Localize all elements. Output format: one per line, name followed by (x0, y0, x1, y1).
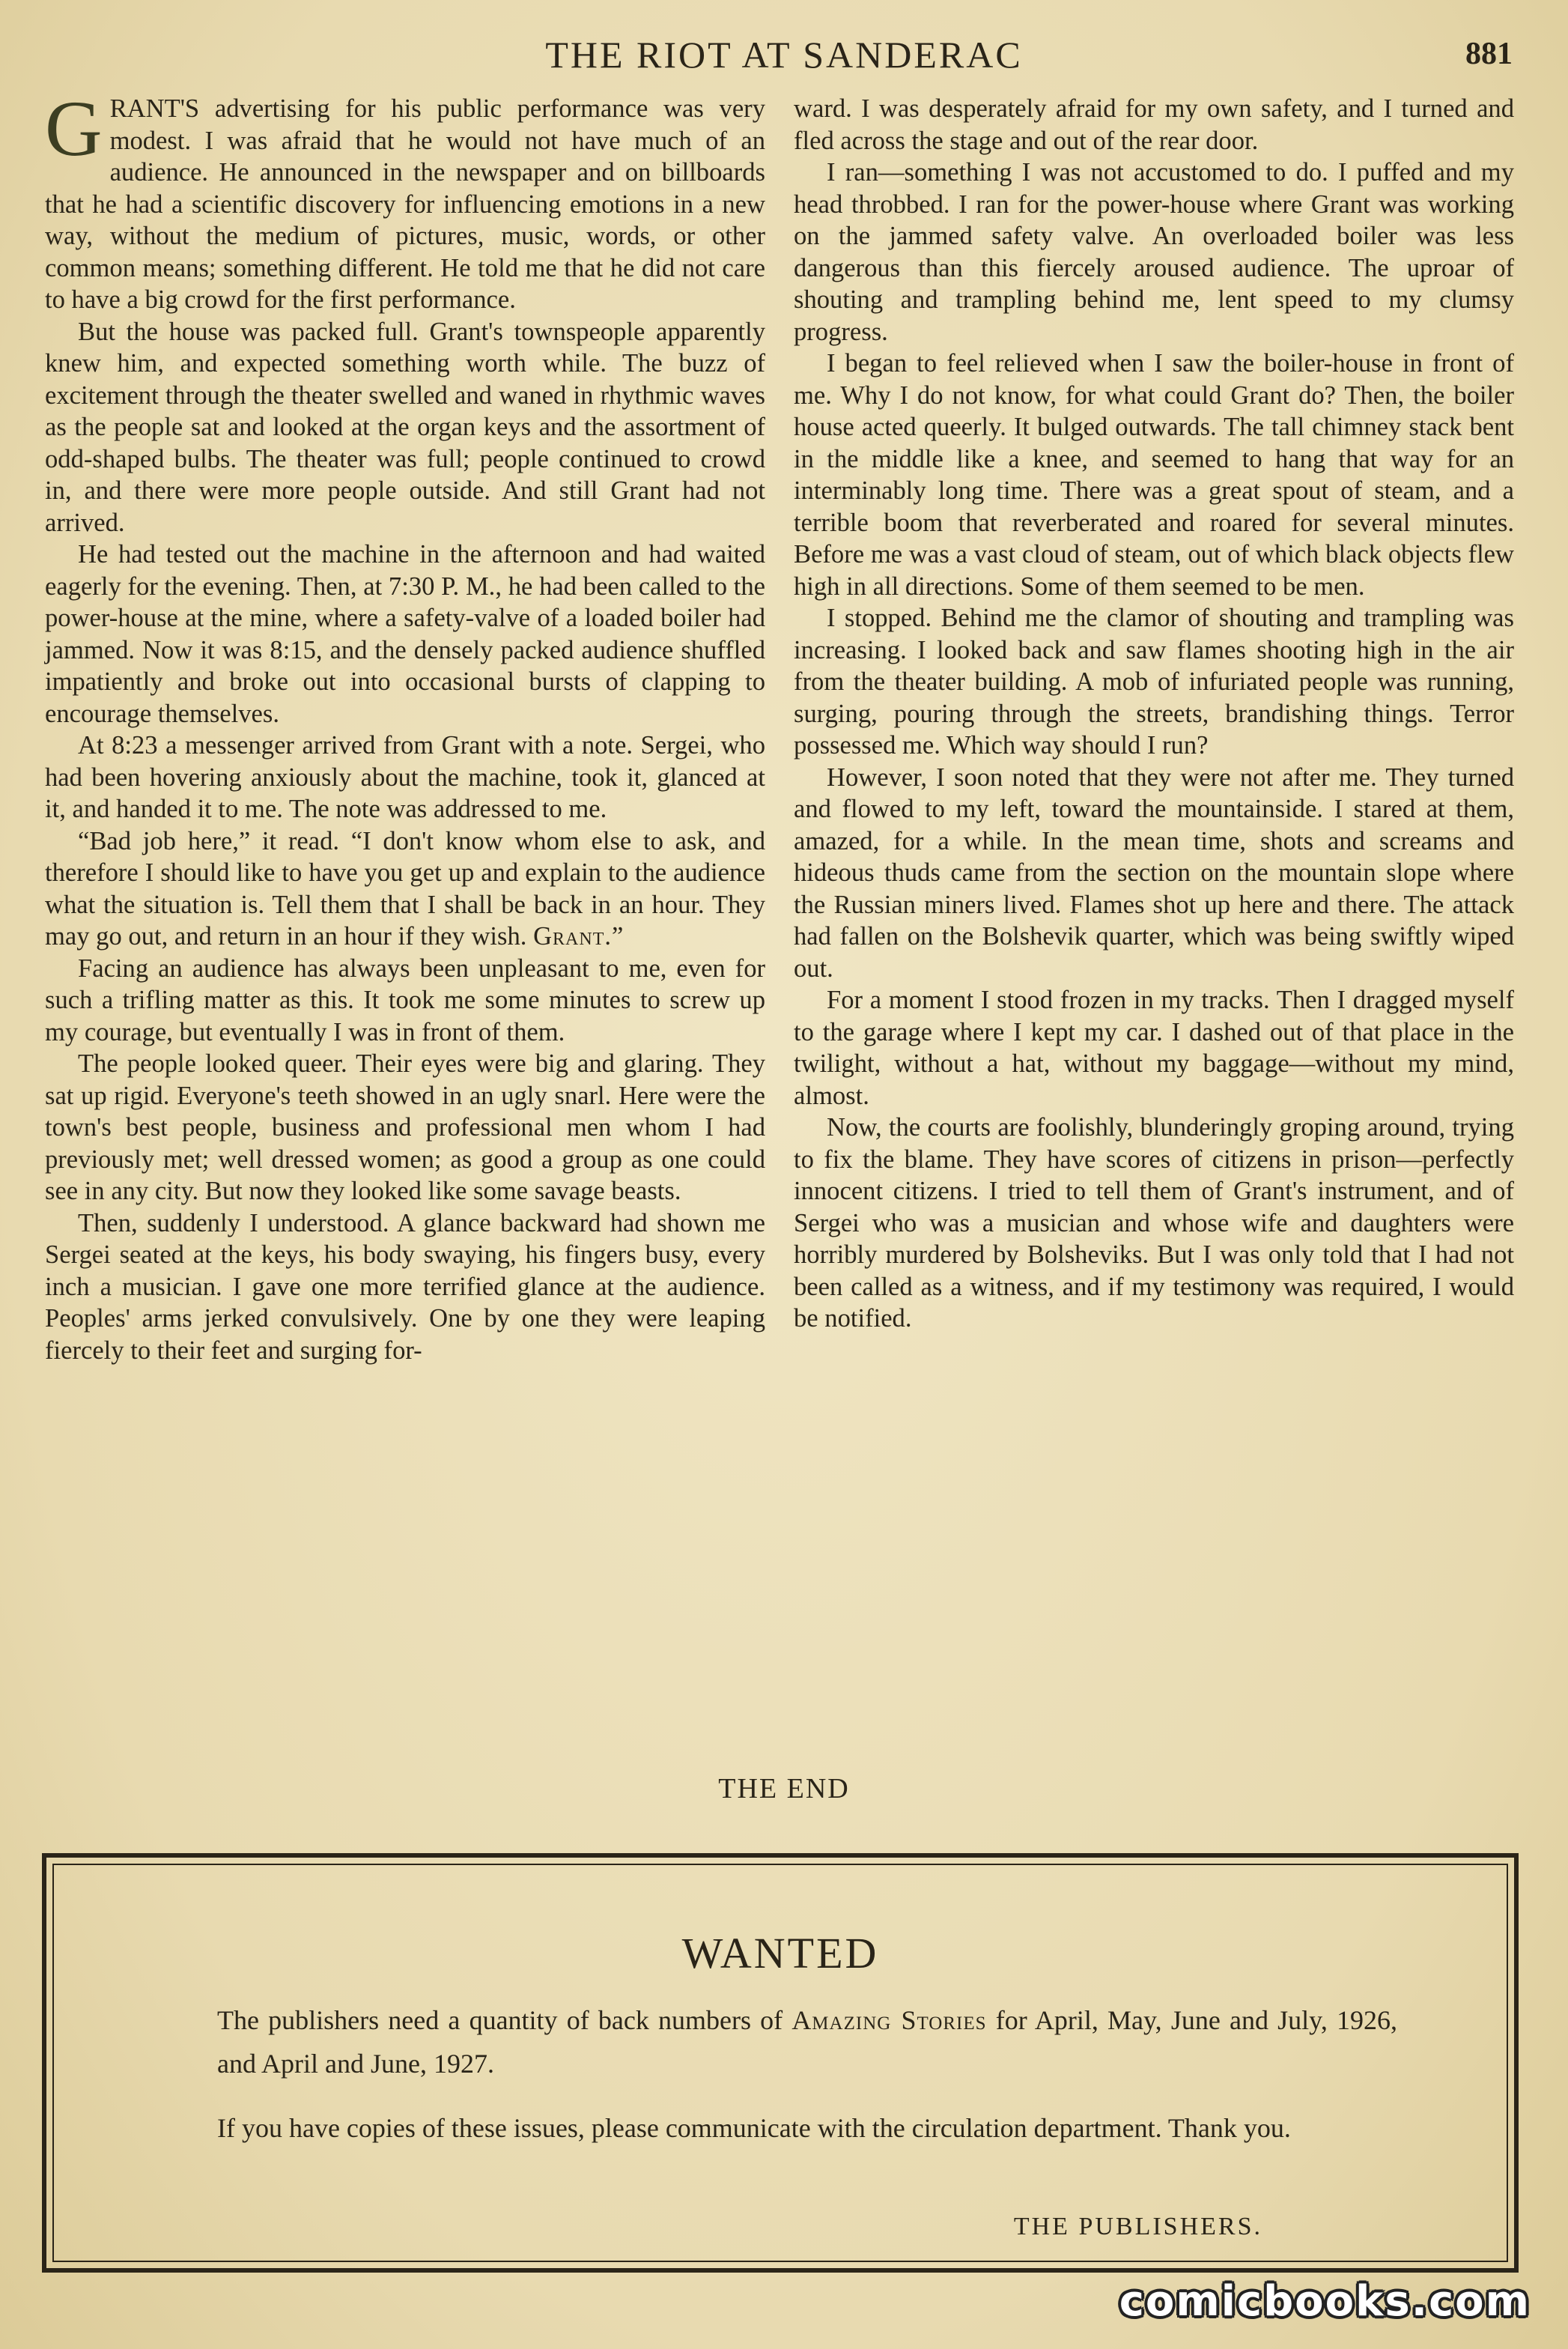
paragraph: But the house was packed full. Grant's townspeople apparently knew him, and expected something worth while. The buzz of excitement through the theater swelled and waned in rhythmic waves as the people sat and looked at the organ keys and the assortment of odd-shaped bulbs. The theater was full; people continued to crowd in, and there were more people outside. And still Grant had not arrived. (45, 317, 765, 537)
wanted-notice-inner-border (52, 1864, 1508, 2262)
page-number: 881 (1465, 37, 1513, 71)
site-watermark: comicbooks.com (1119, 2277, 1531, 2326)
left-column (45, 85, 765, 1366)
notice-title: WANTED (681, 1929, 879, 1977)
paragraph (45, 85, 765, 316)
notice-text: The publishers need a quantity of back numbers of (217, 2005, 792, 2035)
magazine-name: Amazing Stories (791, 2005, 987, 2035)
running-title: THE RIOT AT SANDERAC (545, 34, 1023, 76)
notice-signature: THE PUBLISHERS. (1013, 2213, 1262, 2240)
paragraph: I began to feel relieved when I saw the boiler-house in front of me. Why I do not know, for what could Grant do? Then, the boiler house acted queerly. It bulged outwards. The tall chimney stack bent in the middle like a knee, and seemed to hang that way for an interminably long time. There was a great spout of steam, and a terrible boom that reverberated and roared for several minutes. Before me was a vast cloud of steam, out of which black objects flew high in all directions. Some of them seemed to be men. (794, 349, 1514, 601)
notice-paragraph: If you have copies of these issues, please communicate with the circulation department. Thank you. (217, 2113, 1291, 2143)
notice-paragraph (217, 1998, 1397, 2085)
page-header (45, 33, 1523, 85)
drop-cap: G (45, 85, 103, 172)
paragraph: He had tested out the machine in the afternoon and had waited eagerly for the evening. Then, at 7:30 P. M., he had been called to the power-house at the mine, where a safety-valve of a loaded boiler had jammed. Now it was 8:15, and the densely packed audience shuffled impatiently and broke out into occasional bursts of clapping to encourage themselves. (45, 540, 765, 728)
paragraph: I stopped. Behind me the clamor of shouting and trampling was increasing. I looked back and saw flames shooting high in the air from the theater building. A mob of infuriated people was running, surging, pouring through the streets, brandishing things. Terror possessed me. Which way should I run? (794, 604, 1514, 760)
paragraph: At 8:23 a messenger arrived from Grant with a note. Sergei, who had been hovering anxiously about the machine, took it, glanced at it, and handed it to me. The note was addressed to me. (45, 731, 765, 823)
paragraph-continued: ward. I was desperately afraid for my own safety, and I turned and fled across the stage and out of the rear door. (794, 94, 1514, 155)
note-text: “Bad job here,” it read. “I don't know whom else to ask, and therefore I should like to have you get up and explain to the audience what the situation is. Tell them that I shall be back in an hour. They may go out, and return in an hour if they wish. (45, 826, 765, 951)
paragraph: Facing an audience has always been unpleasant to me, even for such a trifling matter as this. It took me some minutes to screw up my courage, but eventually I was in front of them. (45, 954, 765, 1046)
paragraph: I ran—something I was not accustomed to do. I puffed and my head throbbed. I ran for the power-house where Grant was working on the jammed safety valve. An overloaded boiler was less dangerous than this fiercely aroused audience. The uproar of shouting and trampling behind me, lent speed to my clumsy progress. (794, 158, 1514, 346)
wanted-notice (42, 1853, 1519, 2273)
right-column (794, 93, 1514, 1335)
paragraph: However, I soon noted that they were not after me. They turned and flowed to my left, toward the mountainside. I stared at them, amazed, for a while. In the mean time, shots and screams and hideous thuds came from the section on the mountain slope where the Russian miners lived. Flames shot up here and there. The attack had fallen on the Bolshevik quarter, which was being swiftly wiped out. (794, 763, 1514, 983)
notice-text: for April, May, June and July, 1926, and April and June, 1927. (217, 2005, 1397, 2079)
paragraph (45, 825, 765, 953)
paragraph: Then, suddenly I understood. A glance backward had shown me Sergei seated at the keys, his body swaying, his fingers busy, every inch a musician. I gave one more terrified glance at the audience. Peoples' arms jerked convulsively. One by one they were leaping fiercely to their feet and surging for- (45, 1208, 765, 1365)
paragraph: Now, the courts are foolishly, blunderingly groping around, trying to fix the blame. They have scores of citizens in prison—perfectly innocent citizens. I tried to tell them of Grant's instrument, and of Sergei who was a musician and whose wife and daughters were horribly murdered by Bolsheviks. But I was only told that I had not been called as a witness, and if my testimony was required, I would be notified. (794, 1113, 1514, 1333)
paragraph-text: RANT'S advertising for his public performance was very modest. I was afraid that he would not have much of an audience. He announced in the newspaper and on billboards that he had a scientific discovery for influencing emotions in a new way, without the medium of pictures, music, words, or other common means; something different. He told me that he did not care to have a big crowd for the first performance. (45, 94, 765, 314)
paragraph: For a moment I stood frozen in my tracks. Then I dragged myself to the garage where I kept my car. I dashed out of that place in the twilight, without a hat, without my baggage—without my mind, almost. (794, 986, 1514, 1110)
paragraph: The people looked queer. Their eyes were big and glaring. They sat up rigid. Everyone's teeth showed in an ugly snarl. Here were the town's best people, business and professional men whom I had previously met; well dressed women; as good a group as one could see in any city. But now they looked like some savage beasts. (45, 1049, 765, 1205)
the-end: THE END (718, 1773, 850, 1804)
note-signature: Grant.” (533, 922, 625, 951)
